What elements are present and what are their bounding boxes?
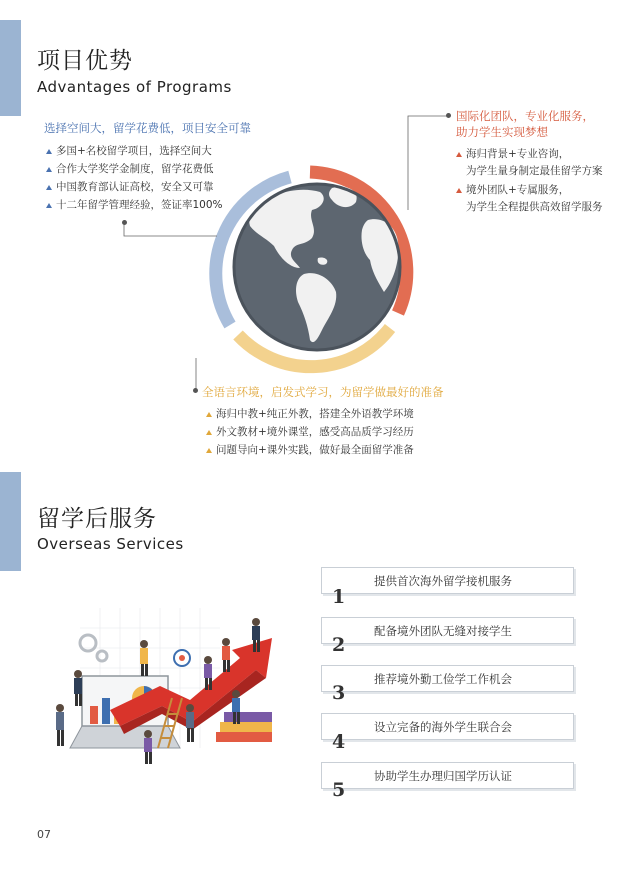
person-icon <box>222 638 230 672</box>
section-title-cn: 留学后服务 <box>37 506 157 532</box>
person-icon <box>204 656 212 690</box>
service-text: 协助学生办理归国学历认证 <box>374 769 512 783</box>
service-number: 3 <box>332 682 346 704</box>
bottom-item: 海归中教+纯正外教，搭建全外语教学环境 <box>206 406 414 421</box>
service-item <box>321 617 574 644</box>
teamwork-growth-illustration <box>40 598 300 778</box>
service-item <box>321 713 574 740</box>
right-item: 境外团队+专属服务， <box>456 182 569 197</box>
connector-dot-bottom <box>193 388 198 393</box>
bullet-triangle-icon <box>206 448 212 453</box>
connector-dot-right <box>446 113 451 118</box>
person-icon <box>252 618 260 652</box>
service-number: 1 <box>332 586 346 608</box>
right-item: 海归背景+专业咨询， <box>456 146 569 161</box>
bullet-triangle-icon <box>456 188 462 193</box>
section-title-en: Advantages of Programs <box>37 78 232 96</box>
bottom-item: 外文教材+境外课堂，感受高品质学习经历 <box>206 424 414 439</box>
bullet-triangle-icon <box>456 152 462 157</box>
service-number: 2 <box>332 634 346 656</box>
right-heading-line: 国际化团队，专业化服务， <box>456 109 594 123</box>
connector-dot-left <box>122 220 127 225</box>
service-item <box>321 567 574 594</box>
bottom-item: 问题导向+课外实践，做好最全面留学准备 <box>206 442 414 457</box>
service-number: 4 <box>332 731 346 753</box>
left-item: 中国教育部认证高校，安全又可靠 <box>46 179 214 194</box>
bullet-triangle-icon <box>46 203 52 208</box>
right-item-continuation: 为学生全程提供高效留学服务 <box>466 201 603 213</box>
bullet-triangle-icon <box>206 430 212 435</box>
gear-icon <box>97 651 107 661</box>
right-item-continuation: 为学生量身制定最佳留学方案 <box>466 165 603 177</box>
gear-icon <box>80 635 96 651</box>
service-item <box>321 762 574 789</box>
bullet-triangle-icon <box>46 149 52 154</box>
page-number: 07 <box>37 828 51 841</box>
bullet-triangle-icon <box>46 167 52 172</box>
service-text: 推荐境外勤工俭学工作机会 <box>374 672 512 686</box>
left-item: 十二年留学管理经验，签证率100% <box>46 197 223 212</box>
person-icon <box>232 690 240 724</box>
section-title-en: Overseas Services <box>37 535 184 553</box>
connector-right <box>408 116 448 210</box>
left-item: 多国+名校留学项目，选择空间大 <box>46 143 212 158</box>
right-heading-line: 助力学生实现梦想 <box>456 125 548 139</box>
person-icon <box>140 640 148 676</box>
left-item: 合作大学奖学金制度，留学花费低 <box>46 161 214 176</box>
section-title-cn: 项目优势 <box>37 48 133 74</box>
connector-left <box>124 222 217 236</box>
service-number: 5 <box>332 779 346 801</box>
left-heading: 选择空间大，留学花费低，项目安全可靠 <box>44 121 251 135</box>
service-item <box>321 665 574 692</box>
person-icon <box>56 704 64 746</box>
bullet-triangle-icon <box>206 412 212 417</box>
bullet-triangle-icon <box>46 185 52 190</box>
service-text: 配备境外团队无缝对接学生 <box>374 624 512 638</box>
service-text: 提供首次海外留学接机服务 <box>374 574 512 588</box>
section-marker-bar <box>0 472 21 571</box>
book-stack-icon <box>216 732 272 742</box>
service-text: 设立完备的海外学生联合会 <box>374 720 512 734</box>
person-icon <box>186 704 194 742</box>
bottom-heading: 全语言环境，启发式学习，为留学做最好的准备 <box>202 385 444 399</box>
person-icon <box>74 670 82 706</box>
person-icon <box>144 730 152 764</box>
